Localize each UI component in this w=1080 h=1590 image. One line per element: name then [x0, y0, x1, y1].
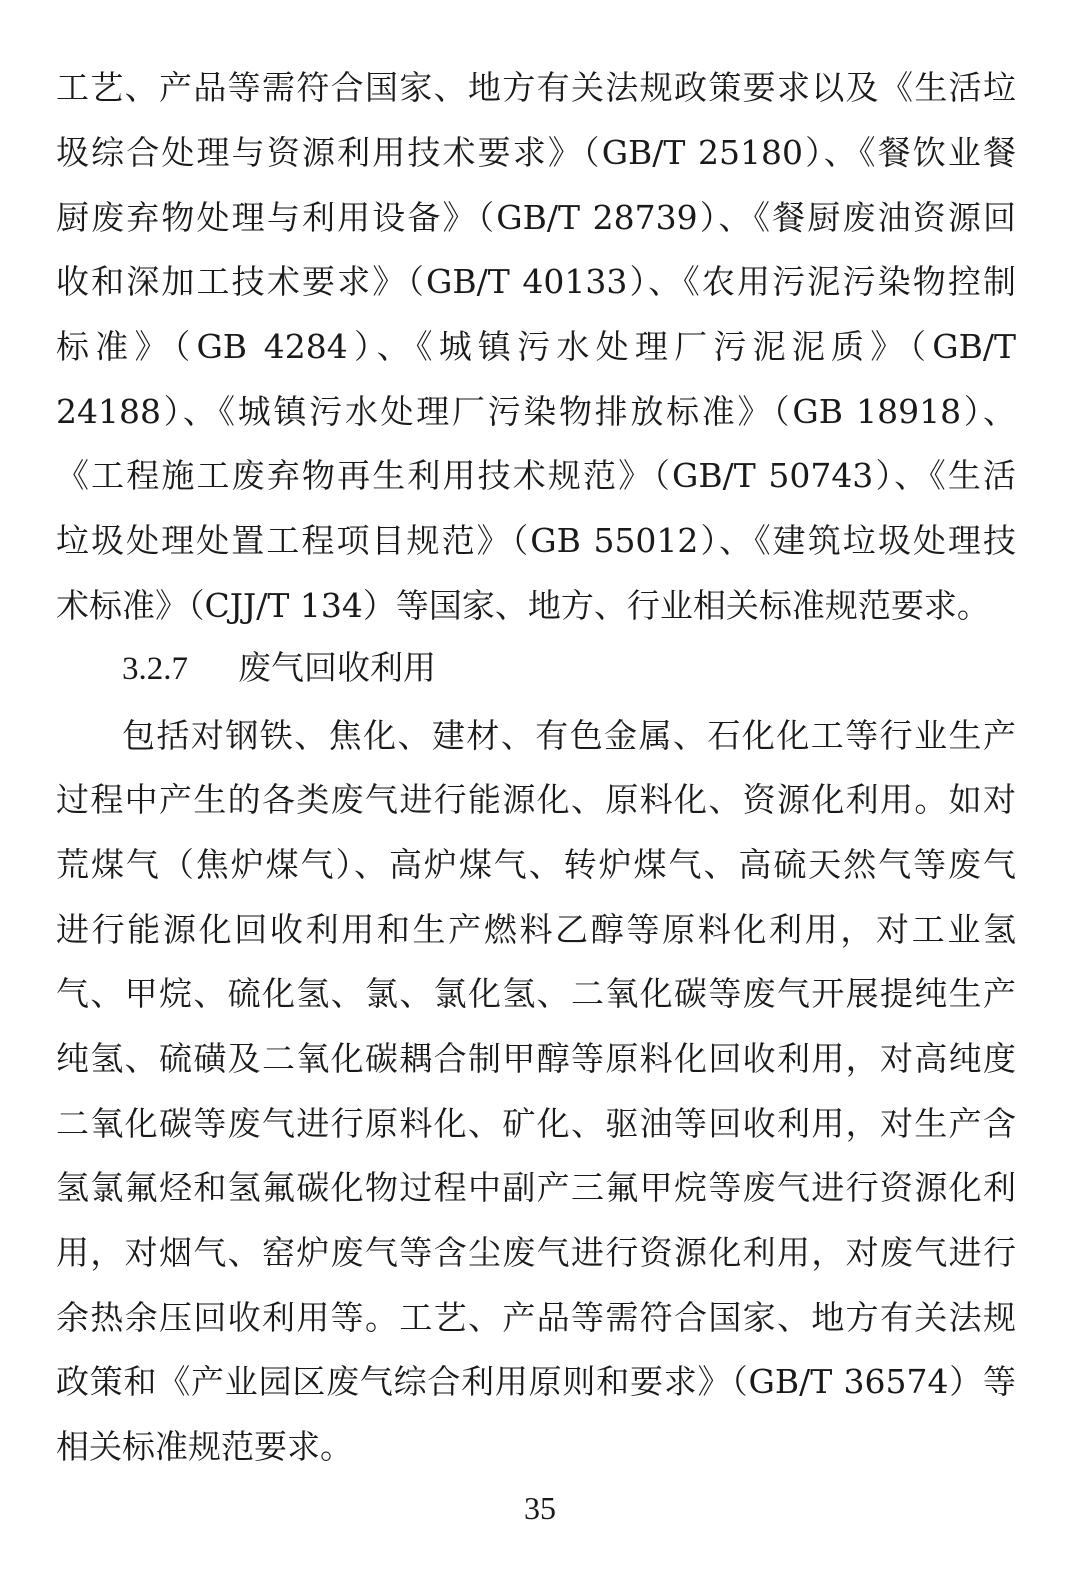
paragraph-line: 氢氯氟烃和氢氟碳化物过程中副产三氟甲烷等废气进行资源化利	[56, 1168, 1016, 1207]
paragraph-line: 气、甲烷、硫化氢、氯、氯化氢、二氧化碳等废气开展提纯生产	[56, 974, 1016, 1013]
paragraph-line: 政策和《产业园区废气综合利用原则和要求》（GB/T 36574）等	[56, 1362, 1016, 1401]
paragraph-line: 用，对烟气、窑炉废气等含尘废气进行资源化利用，对废气进行	[56, 1233, 1016, 1272]
paragraph-line: 术标准》（CJJ/T 134）等国家、地方、行业相关标准规范要求。	[56, 586, 990, 625]
paragraph-line: 工艺、产品等需符合国家、地方有关法规政策要求以及《生活垃	[56, 68, 1016, 107]
paragraph-line: 圾综合处理与资源利用技术要求》（GB/T 25180）、《餐饮业餐	[56, 133, 1016, 172]
paragraph-line: 厨废弃物处理与利用设备》（GB/T 28739）、《餐厨废油资源回	[56, 198, 1016, 237]
paragraph-line: 二氧化碳等废气进行原料化、矿化、驱油等回收利用，对生产含	[56, 1104, 1016, 1143]
paragraph-line: 24188）、《城镇污水处理厂污染物排放标准》（GB 18918）、	[56, 392, 1016, 431]
paragraph-line: 进行能源化回收利用和生产燃料乙醇等原料化利用，对工业氢	[56, 910, 1016, 949]
paragraph-line: 标准》（GB 4284）、《城镇污水处理厂污泥泥质》（GB/T	[56, 327, 1016, 366]
paragraph-line: 过程中产生的各类废气进行能源化、原料化、资源化利用。如对	[56, 780, 1016, 819]
paragraph-line: 《工程施工废弃物再生利用技术规范》（GB/T 50743）、《生活	[56, 456, 1016, 495]
section-title: 废气回收利用	[238, 648, 436, 687]
section-number: 3.2.7	[122, 651, 188, 687]
paragraph-line: 收和深加工技术要求》（GB/T 40133）、《农用污泥污染物控制	[56, 262, 1016, 301]
section-heading	[122, 648, 436, 688]
paragraph-line: 余热余压回收利用等。工艺、产品等需符合国家、地方有关法规	[56, 1298, 1016, 1337]
page-number: 35	[524, 1490, 556, 1526]
paragraph-line: 包括对钢铁、焦化、建材、有色金属、石化化工等行业生产	[122, 716, 1016, 755]
paragraph-line: 纯氢、硫磺及二氧化碳耦合制甲醇等原料化回收利用，对高纯度	[56, 1039, 1016, 1078]
paragraph-line: 荒煤气（焦炉煤气）、高炉煤气、转炉煤气、高硫天然气等废气	[56, 845, 1016, 884]
paragraph-line: 相关标准规范要求。	[56, 1427, 353, 1466]
paragraph-line: 垃圾处理处置工程项目规范》（GB 55012）、《建筑垃圾处理技	[56, 521, 1016, 560]
